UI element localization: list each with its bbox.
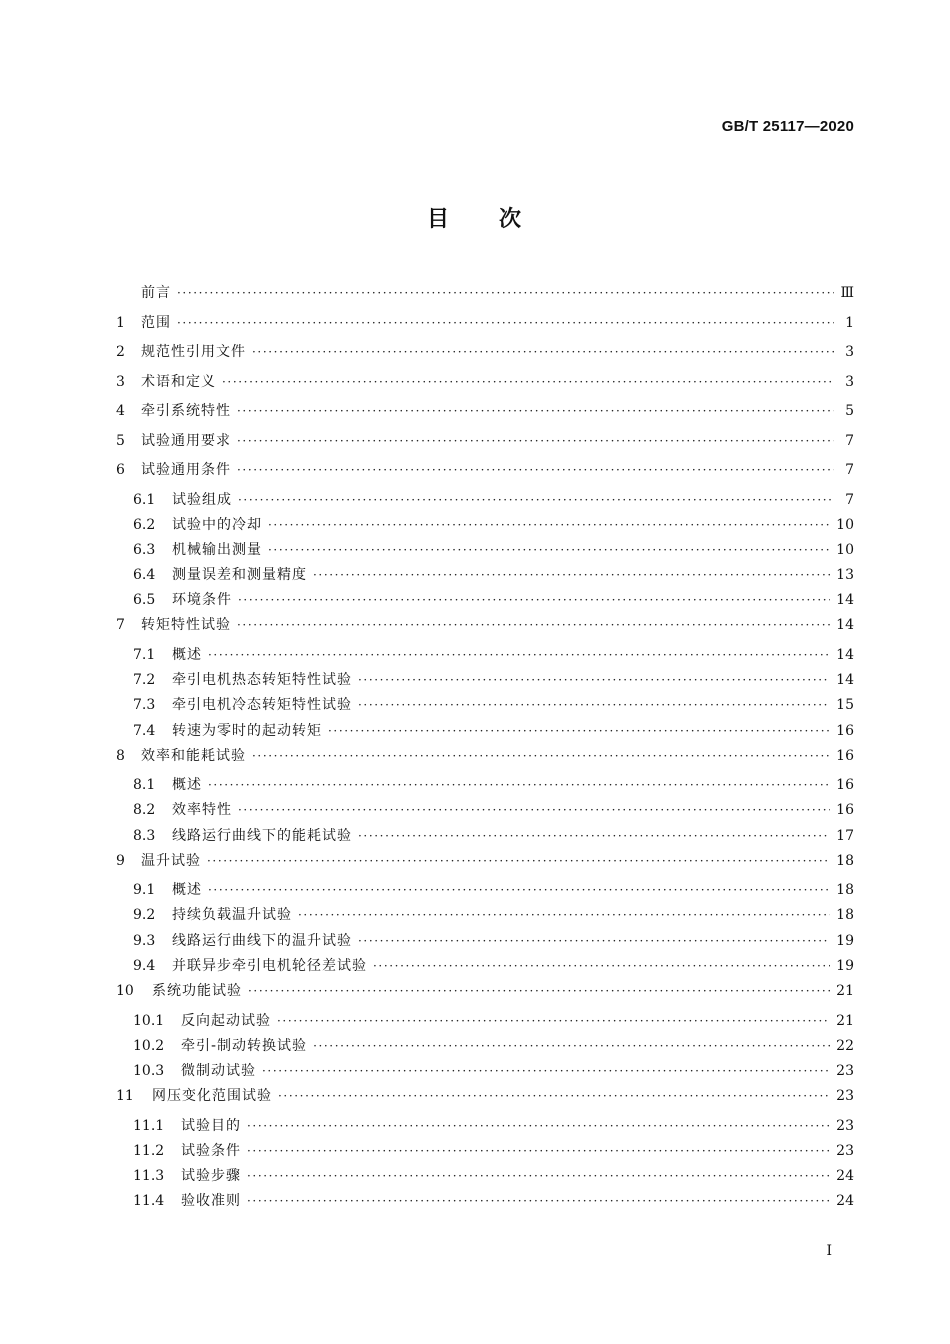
toc-entry-label: 试验目的 xyxy=(181,1117,241,1134)
toc-subentry[interactable] xyxy=(116,1117,854,1142)
toc-entry[interactable] xyxy=(116,852,854,882)
toc-entry-page: 24 xyxy=(836,1193,854,1210)
toc-entry-number: 11.3 xyxy=(133,1167,165,1184)
toc-entry-page: 14 xyxy=(836,592,854,609)
toc-entry-label: 牵引-制动转换试验 xyxy=(181,1037,308,1054)
toc-entry-page: 18 xyxy=(836,852,854,869)
title-char-1: 目 xyxy=(426,207,451,232)
toc-entry-number: 2 xyxy=(116,344,125,360)
toc-entry-number: 3 xyxy=(116,373,125,390)
toc-dot-leader xyxy=(222,373,834,391)
toc-entry-number: 9.4 xyxy=(133,957,156,974)
toc-entry-number: 10 xyxy=(116,983,134,999)
toc-entry-page: 7 xyxy=(845,491,854,508)
toc-dot-leader xyxy=(237,616,830,634)
toc-entry[interactable] xyxy=(116,373,854,403)
toc-dot-leader xyxy=(358,827,830,845)
toc-dot-leader xyxy=(358,671,830,689)
toc-subentry[interactable] xyxy=(116,1037,854,1062)
toc-subentry[interactable] xyxy=(116,1192,854,1217)
table-of-contents xyxy=(116,284,854,1217)
toc-entry-label: 效率特性 xyxy=(172,802,232,819)
toc-entry-label: 温升试验 xyxy=(141,852,201,869)
toc-entry-number: 6.5 xyxy=(133,592,156,609)
toc-entry-label: 并联异步牵引电机轮径差试验 xyxy=(172,957,367,974)
toc-dot-leader xyxy=(277,1012,830,1030)
toc-entry-page: 21 xyxy=(836,983,854,999)
toc-dot-leader xyxy=(238,591,830,609)
toc-subentry[interactable] xyxy=(116,1167,854,1192)
toc-entry-number: 6 xyxy=(116,462,125,478)
toc-subentry[interactable] xyxy=(116,932,854,957)
toc-dot-leader xyxy=(177,314,834,332)
toc-entry-page: 23 xyxy=(836,1142,854,1159)
toc-entry[interactable] xyxy=(116,1087,854,1117)
toc-entry-number: 6.3 xyxy=(133,541,156,558)
standard-code: GB/T 25117—2020 xyxy=(721,118,854,135)
toc-entry-page: 17 xyxy=(836,827,854,844)
toc-dot-leader xyxy=(252,747,830,765)
toc-entry-page: 19 xyxy=(836,932,854,949)
page-title xyxy=(0,202,950,233)
toc-entry-label: 试验通用要求 xyxy=(141,432,231,449)
toc-dot-leader xyxy=(248,982,830,1000)
toc-entry-number: 7.4 xyxy=(133,722,156,739)
toc-subentry[interactable] xyxy=(116,1062,854,1087)
toc-subentry[interactable] xyxy=(116,671,854,696)
toc-entry-label: 环境条件 xyxy=(172,592,232,609)
toc-entry-page: 3 xyxy=(845,373,854,390)
toc-entry-page: 24 xyxy=(836,1167,854,1184)
toc-entry-label: 转速为零时的起动转矩 xyxy=(172,722,322,739)
toc-subentry[interactable] xyxy=(116,541,854,566)
toc-entry-label: 网压变化范围试验 xyxy=(152,1088,272,1105)
toc-entry-page: 3 xyxy=(845,344,854,360)
toc-entry-label: 牵引系统特性 xyxy=(141,403,231,419)
toc-entry-number: 7 xyxy=(116,617,125,634)
toc-entry-label: 术语和定义 xyxy=(141,373,216,390)
toc-entry-label: 测量误差和测量精度 xyxy=(172,567,307,584)
toc-entry-page: 21 xyxy=(836,1012,854,1029)
toc-entry-number: 11.4 xyxy=(133,1193,165,1210)
toc-entry-page: 23 xyxy=(836,1062,854,1079)
toc-entry-label: 机械输出测量 xyxy=(172,541,262,558)
toc-subentry[interactable] xyxy=(116,696,854,721)
toc-entry-page: 19 xyxy=(836,957,854,974)
toc-entry-page: 7 xyxy=(845,462,854,478)
toc-entry-page: 23 xyxy=(836,1088,854,1105)
toc-entry-label: 概述 xyxy=(172,646,202,663)
toc-entry[interactable] xyxy=(116,982,854,1012)
toc-entry-number: 11.1 xyxy=(133,1117,165,1134)
toc-subentry[interactable] xyxy=(116,646,854,671)
toc-entry-number: 8.1 xyxy=(133,777,156,794)
toc-entry-number: 7.1 xyxy=(133,646,156,663)
toc-entry-page: 15 xyxy=(836,697,854,714)
toc-entry-label: 效率和能耗试验 xyxy=(141,747,246,764)
toc-entry-page: 16 xyxy=(836,747,854,764)
toc-dot-leader xyxy=(313,566,830,584)
toc-subentry[interactable] xyxy=(116,827,854,852)
toc-entry[interactable] xyxy=(116,343,854,373)
toc-entry-label: 规范性引用文件 xyxy=(141,344,246,360)
toc-entry[interactable] xyxy=(116,616,854,646)
toc-entry-number: 6.4 xyxy=(133,567,156,584)
toc-entry-label: 前言 xyxy=(141,285,171,301)
toc-entry-page: 10 xyxy=(836,541,854,558)
toc-dot-leader xyxy=(268,516,830,534)
toc-entry-page: 7 xyxy=(845,432,854,449)
toc-entry-label: 系统功能试验 xyxy=(152,983,242,999)
toc-entry-number: 4 xyxy=(116,403,125,419)
toc-entry-page: 18 xyxy=(836,882,854,899)
toc-entry-label: 线路运行曲线下的能耗试验 xyxy=(172,827,352,844)
toc-entry[interactable] xyxy=(116,747,854,777)
toc-entry-number: 8.3 xyxy=(133,827,156,844)
toc-subentry[interactable] xyxy=(116,801,854,826)
toc-subentry[interactable] xyxy=(116,591,854,616)
toc-entry-page: Ⅲ xyxy=(840,285,854,301)
toc-subentry[interactable] xyxy=(116,1142,854,1167)
toc-entry-page: 18 xyxy=(836,907,854,924)
toc-entry-label: 试验步骤 xyxy=(181,1167,241,1184)
toc-dot-leader xyxy=(278,1087,830,1105)
toc-dot-leader xyxy=(237,461,834,479)
toc-entry[interactable] xyxy=(116,432,854,462)
toc-dot-leader xyxy=(262,1062,830,1080)
toc-subentry[interactable] xyxy=(116,722,854,747)
toc-entry-label: 验收准则 xyxy=(181,1193,241,1210)
toc-subentry[interactable] xyxy=(116,776,854,801)
toc-entry[interactable] xyxy=(116,402,854,432)
toc-subentry[interactable] xyxy=(116,491,854,516)
toc-entry-label: 牵引电机热态转矩特性试验 xyxy=(172,672,352,689)
toc-dot-leader xyxy=(237,432,834,450)
toc-entry-label: 线路运行曲线下的温升试验 xyxy=(172,932,352,949)
toc-entry-number: 5 xyxy=(116,432,125,449)
toc-entry[interactable] xyxy=(116,314,854,344)
toc-entry-number: 9.1 xyxy=(133,882,156,899)
toc-entry-number: 9.3 xyxy=(133,932,156,949)
toc-dot-leader xyxy=(238,491,834,509)
toc-entry-page: 14 xyxy=(836,672,854,689)
toc-subentry[interactable] xyxy=(116,957,854,982)
toc-entry-label: 牵引电机冷态转矩特性试验 xyxy=(172,697,352,714)
title-char-2: 次 xyxy=(499,207,524,232)
toc-dot-leader xyxy=(373,957,830,975)
toc-dot-leader xyxy=(328,722,830,740)
toc-entry-number: 7.2 xyxy=(133,672,156,689)
toc-entry-page: 22 xyxy=(836,1037,854,1054)
toc-entry-number: 10.3 xyxy=(133,1062,165,1079)
toc-entry-page: 16 xyxy=(836,722,854,739)
toc-dot-leader xyxy=(237,402,834,420)
toc-entry-number: 7.3 xyxy=(133,697,156,714)
toc-dot-leader xyxy=(252,343,834,361)
toc-entry-label: 试验组成 xyxy=(172,491,232,508)
toc-entry-number: 9 xyxy=(116,852,125,869)
toc-entry-label: 试验条件 xyxy=(181,1142,241,1159)
toc-dot-leader xyxy=(268,541,830,559)
toc-entry-number: 10.2 xyxy=(133,1037,165,1054)
toc-dot-leader xyxy=(298,906,830,924)
toc-entry-number: 11 xyxy=(116,1088,134,1105)
toc-entry-label: 微制动试验 xyxy=(181,1062,256,1079)
toc-entry-label: 概述 xyxy=(172,882,202,899)
toc-entry-label: 转矩特性试验 xyxy=(141,617,231,634)
toc-entry-label: 反向起动试验 xyxy=(181,1012,271,1029)
toc-entry-number: 11.2 xyxy=(133,1142,165,1159)
toc-entry-page: 13 xyxy=(836,567,854,584)
toc-entry-page: 14 xyxy=(836,617,854,634)
toc-dot-leader xyxy=(247,1142,830,1160)
toc-dot-leader xyxy=(358,696,830,714)
toc-dot-leader xyxy=(177,284,834,302)
toc-subentry[interactable] xyxy=(116,1012,854,1037)
toc-entry-label: 范围 xyxy=(141,314,171,331)
toc-dot-leader xyxy=(247,1167,830,1185)
toc-subentry[interactable] xyxy=(116,516,854,541)
toc-entry-page: 16 xyxy=(836,777,854,794)
toc-entry-page: 1 xyxy=(845,314,854,331)
toc-dot-leader xyxy=(358,932,830,950)
toc-entry-page: 5 xyxy=(845,403,854,419)
toc-dot-leader xyxy=(208,881,830,899)
toc-entry-page: 16 xyxy=(836,802,854,819)
toc-entry-number: 6.2 xyxy=(133,516,156,533)
toc-entry-page: 10 xyxy=(836,516,854,533)
toc-entry[interactable] xyxy=(116,284,854,314)
toc-entry-label: 试验中的冷却 xyxy=(172,516,262,533)
toc-entry-page: 23 xyxy=(836,1117,854,1134)
toc-subentry[interactable] xyxy=(116,566,854,591)
toc-entry-number: 1 xyxy=(116,314,125,331)
toc-entry-page: 14 xyxy=(836,646,854,663)
toc-dot-leader xyxy=(247,1192,830,1210)
toc-dot-leader xyxy=(247,1117,830,1135)
toc-entry-label: 概述 xyxy=(172,777,202,794)
footer-page-number: I xyxy=(826,1243,832,1259)
toc-dot-leader xyxy=(208,646,830,664)
toc-dot-leader xyxy=(207,852,830,870)
toc-entry-number: 10.1 xyxy=(133,1012,165,1029)
toc-entry-number: 8 xyxy=(116,747,125,764)
toc-entry-label: 试验通用条件 xyxy=(141,462,231,478)
toc-subentry[interactable] xyxy=(116,881,854,906)
toc-entry[interactable] xyxy=(116,461,854,491)
toc-entry-number: 9.2 xyxy=(133,907,156,924)
toc-dot-leader xyxy=(238,801,830,819)
toc-entry-label: 持续负载温升试验 xyxy=(172,907,292,924)
toc-subentry[interactable] xyxy=(116,906,854,931)
toc-entry-number: 8.2 xyxy=(133,802,156,819)
toc-dot-leader xyxy=(313,1037,830,1055)
toc-dot-leader xyxy=(208,776,830,794)
toc-entry-number: 6.1 xyxy=(133,491,156,508)
